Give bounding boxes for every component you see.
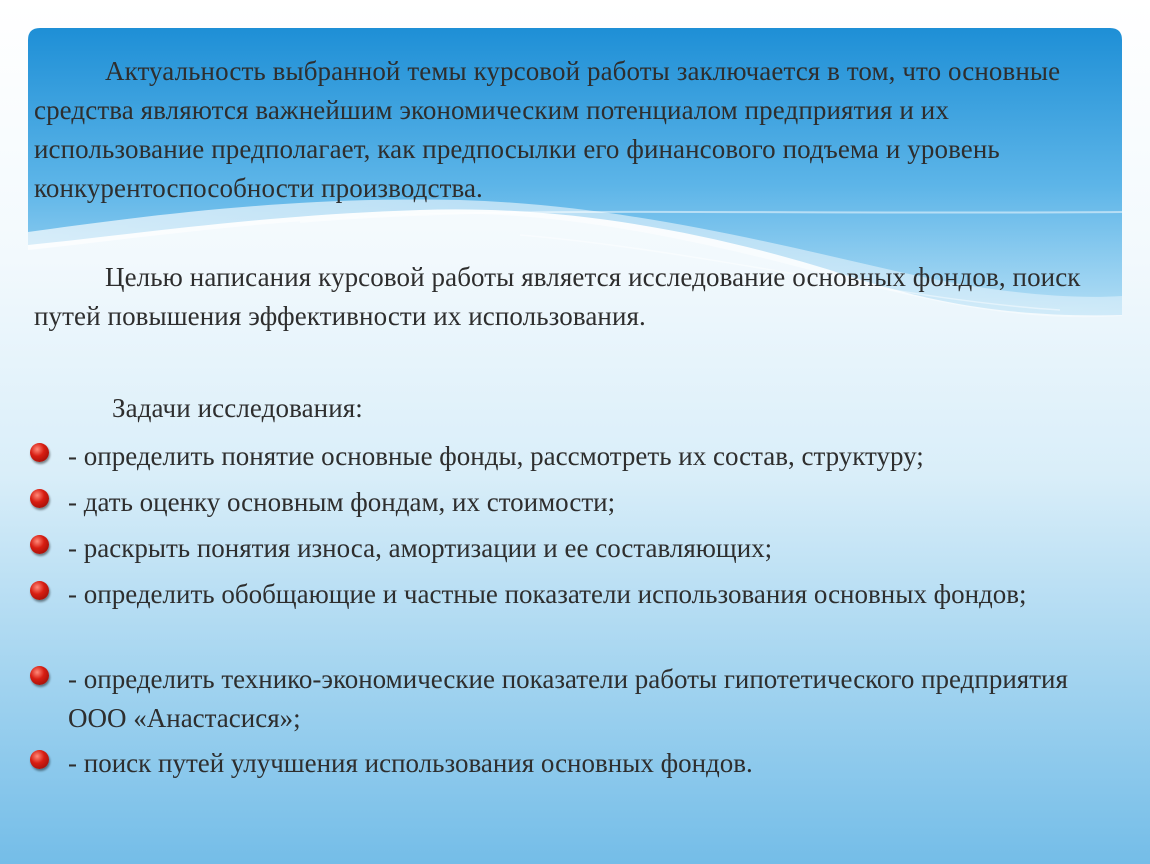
bullet-icon bbox=[30, 750, 49, 769]
bullet-icon bbox=[30, 581, 49, 600]
relevance-paragraph: Актуальность выбранной темы курсовой работы заключается в том, что основные средства являются важнейшим экономическим потенциалом предприятия и их использование предполагает, как предпосылки его финансового подъема и уровень конкурентоспособности производства. bbox=[34, 56, 1061, 203]
bullet-icon bbox=[30, 535, 49, 554]
goal-paragraph: Целью написания курсовой работы является исследование основных фондов, поиск путей повышения эффективности их использования. bbox=[34, 262, 1081, 331]
bullet-icon bbox=[30, 443, 49, 462]
bullet-icon bbox=[30, 489, 49, 508]
bullet-icon bbox=[30, 666, 49, 685]
tasks-heading: Задачи исследования: bbox=[112, 393, 363, 423]
